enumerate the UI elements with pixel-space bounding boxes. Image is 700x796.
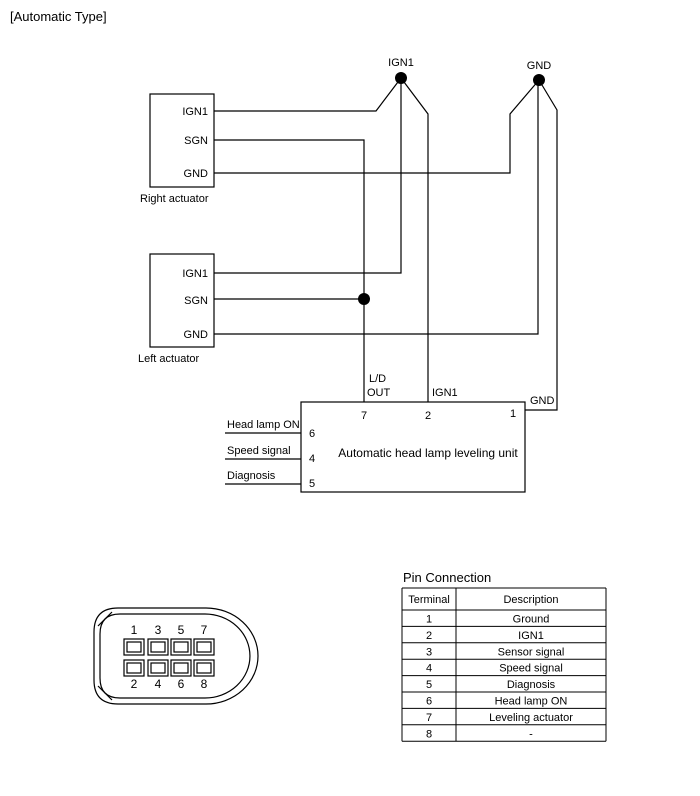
pin-table-title: Pin Connection — [403, 570, 492, 585]
input-diagnosis-label: Diagnosis — [227, 470, 276, 482]
table-cell-terminal: 5 — [425, 679, 433, 692]
unit-pin-7: 7 — [360, 410, 368, 422]
connector-cavity-inner — [127, 642, 141, 652]
input-head-lamp-pin: 6 — [309, 428, 316, 440]
table-cell-description: Speed signal — [499, 662, 563, 675]
connector-num-5: 5 — [177, 623, 185, 637]
table-cell-description: Diagnosis — [506, 679, 556, 692]
connector-cavity-inner — [174, 663, 188, 673]
connector-num-1: 1 — [130, 623, 138, 637]
connector-cavity-inner — [127, 663, 141, 673]
connector-cavity-inner — [174, 642, 188, 652]
connector-cavity-inner — [151, 642, 165, 652]
connector-num-7: 7 — [200, 623, 208, 637]
table-cell-description: Sensor signal — [497, 646, 565, 659]
right-actuator-pin-gnd: GND — [183, 168, 208, 180]
connector-cavity-inner — [197, 642, 211, 652]
connector-num-2: 2 — [130, 677, 138, 691]
right-actuator-pin-sgn: SGN — [184, 135, 208, 147]
unit-gnd-label: GND — [530, 395, 555, 407]
table-cell-terminal: 6 — [425, 695, 433, 708]
unit-ign1-label: IGN1 — [432, 387, 458, 399]
left-actuator-pin-gnd: GND — [183, 329, 208, 341]
connector-num-4: 4 — [154, 677, 162, 691]
table-cell-terminal: 7 — [425, 711, 433, 724]
connector-num-6: 6 — [177, 677, 185, 691]
table-cell-description: IGN1 — [518, 629, 544, 642]
ign1-node-label: IGN1 — [388, 57, 414, 69]
connector-num-3: 3 — [154, 623, 162, 637]
pin-table — [402, 588, 606, 741]
ld-out-label-line1: L/D — [369, 373, 387, 385]
table-cell-description: Head lamp ON — [494, 695, 568, 708]
left-actuator-caption: Left actuator — [138, 353, 200, 365]
input-speed-pin: 4 — [309, 453, 316, 465]
table-header-terminal: Terminal — [408, 594, 450, 606]
table-cell-terminal: 8 — [425, 728, 433, 741]
input-head-lamp-label: Head lamp ON — [227, 419, 300, 431]
table-cell-description: Leveling actuator — [489, 711, 573, 724]
unit-pin-2: 2 — [424, 410, 432, 422]
table-cell-description: Ground — [512, 613, 550, 626]
right-actuator-pin-ign1: IGN1 — [182, 106, 208, 118]
table-header-description: Description — [503, 594, 559, 606]
table-cell-terminal: 3 — [425, 646, 433, 659]
ld-out-label-line2: OUT — [367, 387, 391, 399]
left-actuator-pin-ign1: IGN1 — [182, 268, 208, 280]
right-actuator-caption: Right actuator — [140, 193, 209, 205]
input-speed-label: Speed signal — [227, 445, 291, 457]
left-actuator-pin-sgn: SGN — [184, 295, 208, 307]
unit-name: Automatic head lamp leveling unit — [338, 446, 518, 460]
table-cell-terminal: 4 — [425, 662, 433, 675]
gnd-node-label: GND — [526, 60, 552, 72]
connector-cavity-inner — [197, 663, 211, 673]
table-cell-terminal: 2 — [425, 629, 433, 642]
connector-cavity-inner — [151, 663, 165, 673]
connector-num-8: 8 — [200, 677, 208, 691]
unit-pin-1: 1 — [509, 408, 517, 420]
input-diagnosis-pin: 5 — [309, 478, 316, 490]
table-cell-description: - — [529, 728, 533, 741]
table-cell-terminal: 1 — [425, 613, 433, 626]
connector-face — [94, 608, 258, 704]
page-title: [Automatic Type] — [10, 9, 107, 24]
